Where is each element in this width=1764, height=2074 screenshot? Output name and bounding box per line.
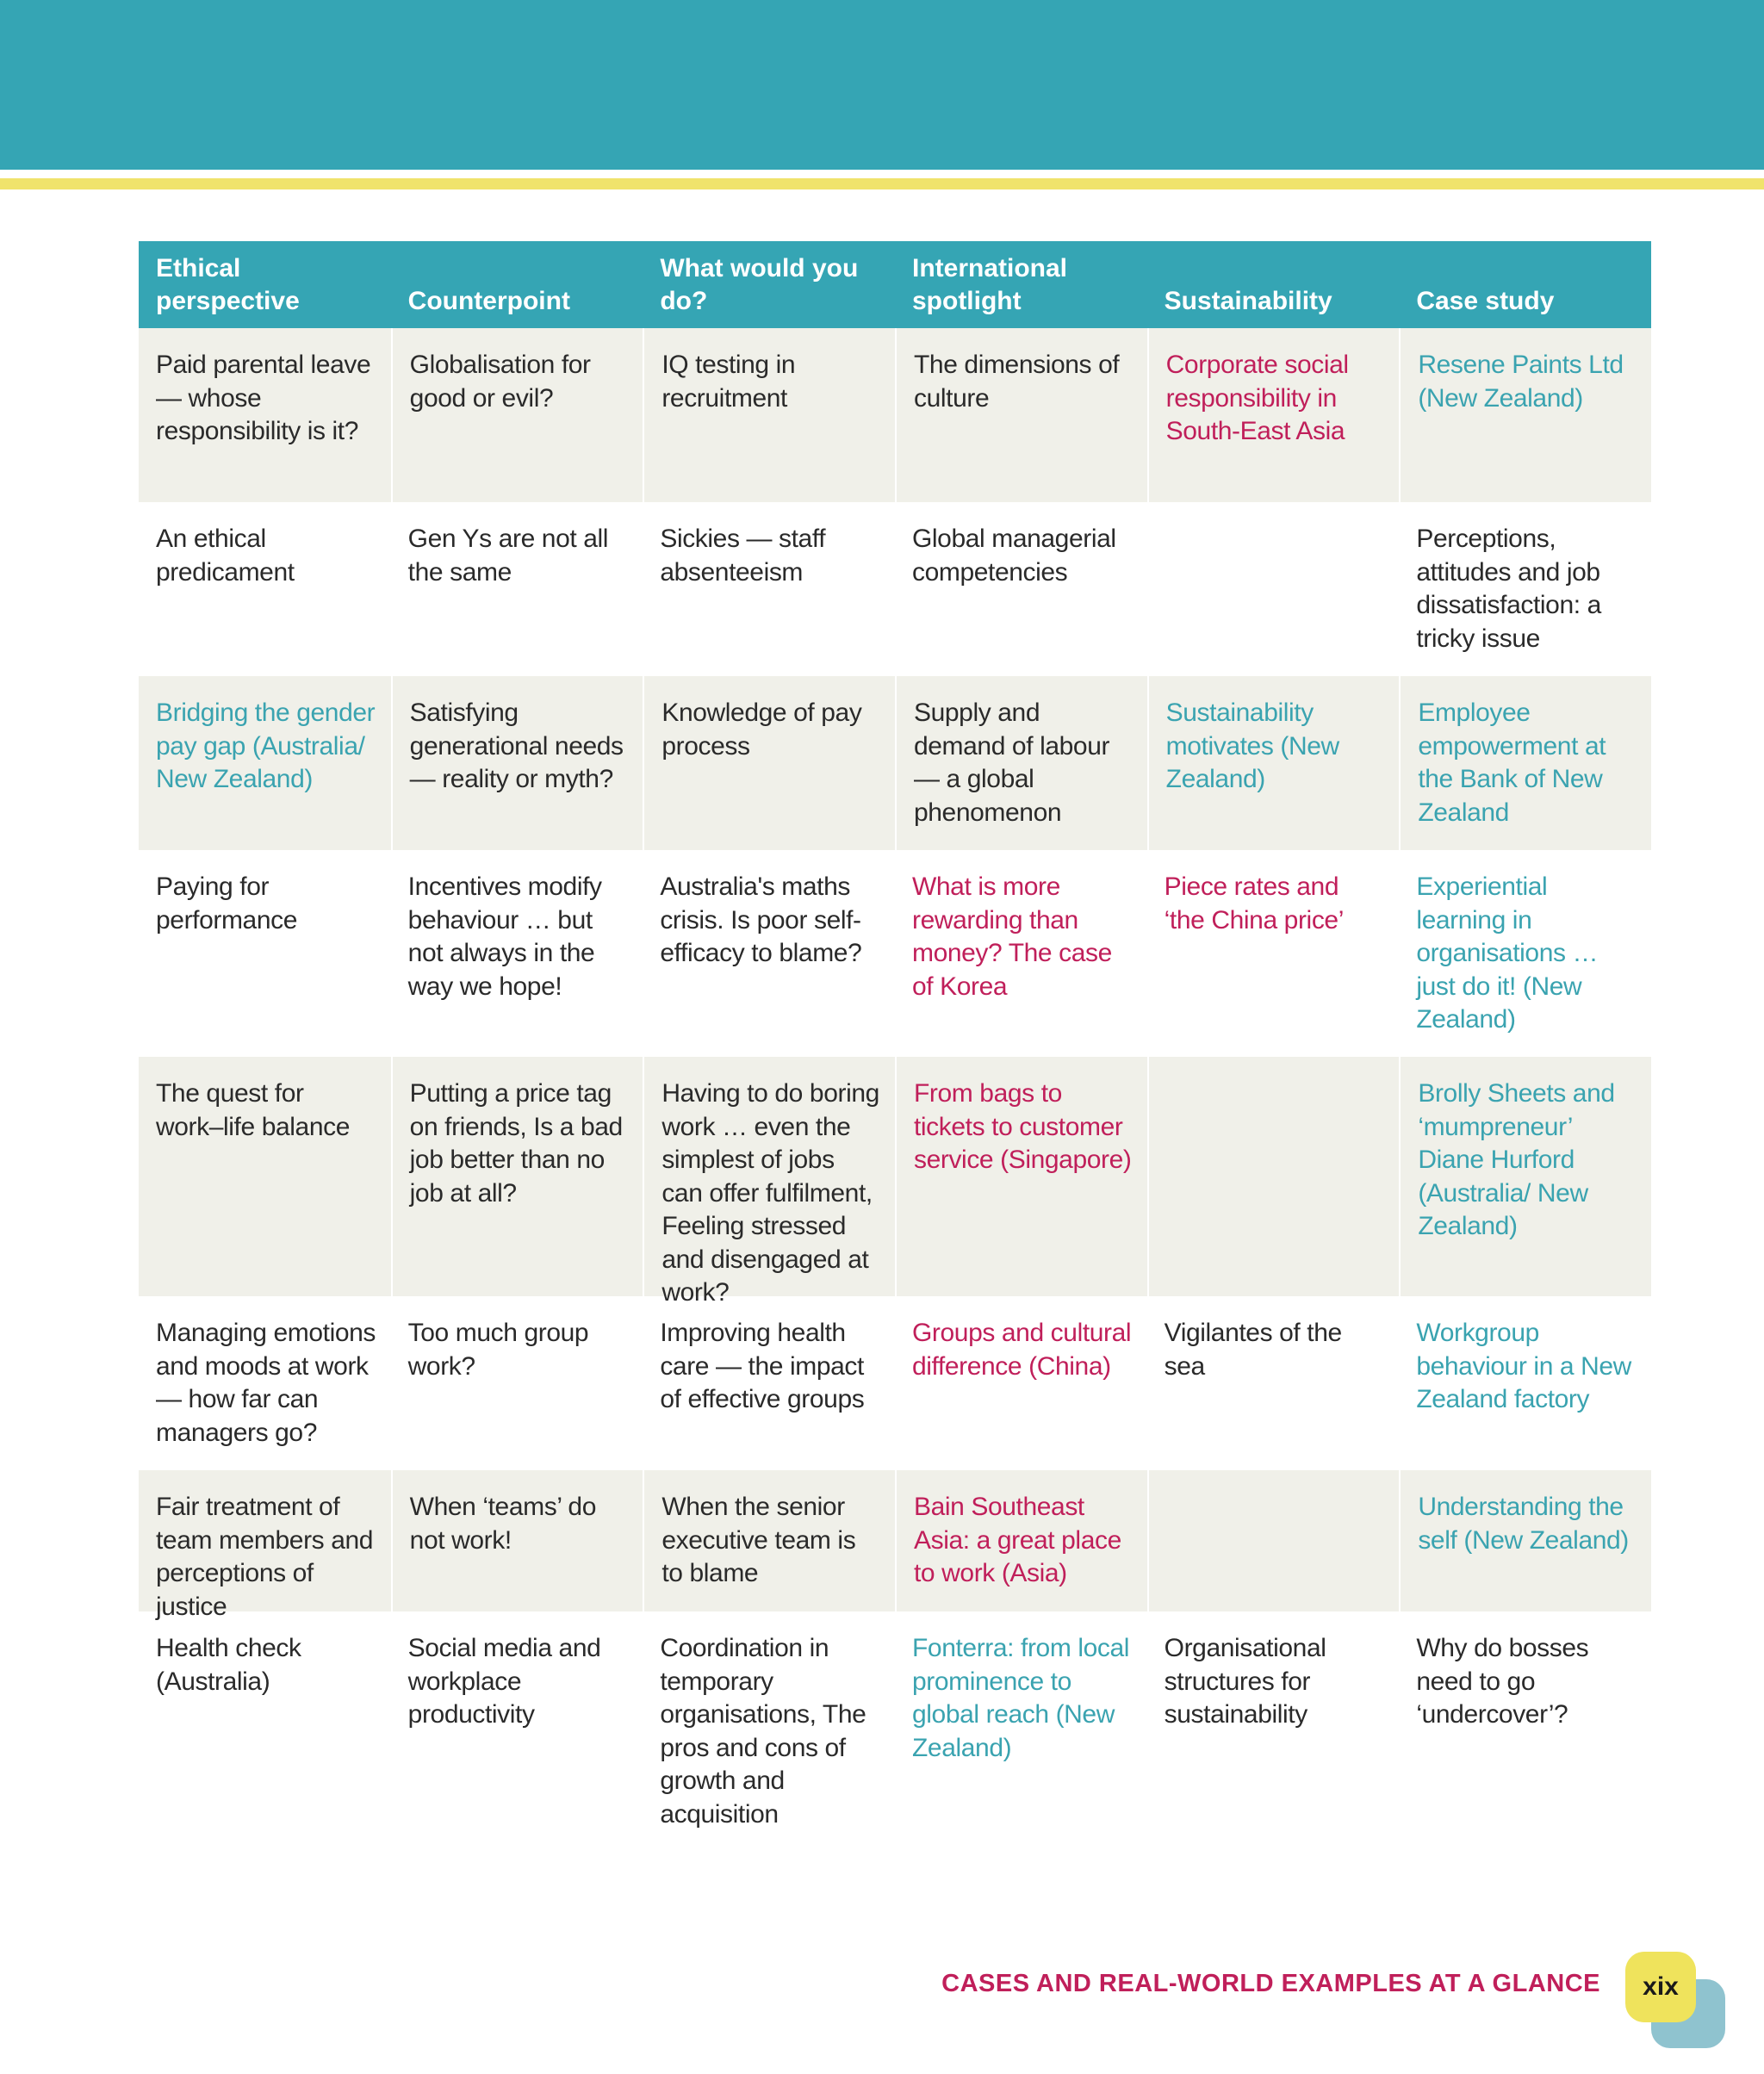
- table-cell: Knowledge of pay process: [643, 676, 895, 850]
- table-cell: Vigilantes of the sea: [1164, 1319, 1342, 1381]
- table-cell: Sickies — staff absenteeism: [660, 525, 826, 587]
- table-cell: Groups and cultural difference (China): [911, 1319, 1132, 1381]
- table-cell: Australia's maths crisis. Is poor self-efficacy to blame?: [660, 872, 862, 967]
- table-cell: Workgroup behaviour in a New Zealand factory: [1416, 1319, 1631, 1413]
- table-cell: Perceptions, attitudes and job dissatisfaction: a tricky issue: [1416, 525, 1601, 653]
- table-cell: Paying for performance: [156, 872, 298, 935]
- table-cell: Understanding the self (New Zealand): [1399, 1470, 1651, 1611]
- table-cell: Employee empowerment at the Bank of New Zealand: [1399, 676, 1651, 850]
- table-cell: [1147, 502, 1400, 676]
- table-cell: IQ testing in recruitment: [643, 328, 895, 502]
- table-cell: Improving health care — the impact of effective groups: [660, 1319, 865, 1413]
- table-cell: Putting a price tag on friends, Is a bad job better than no job at all?: [391, 1057, 643, 1296]
- table-cell: Bain Southeast Asia: a great place to work (Asia): [895, 1470, 1147, 1611]
- column-header-ethical-perspective: Ethical perspective: [139, 241, 391, 328]
- cases-table: [139, 241, 1651, 1839]
- table-cell: Brolly Sheets and ‘mumpreneur’ Diane Hurford (Australia/ New Zealand): [1399, 1057, 1651, 1296]
- column-header-what-would-you-do: What would you do?: [643, 241, 895, 328]
- table-cell: Coordination in temporary organisations, The pros and cons of growth and acquisition: [660, 1634, 866, 1829]
- table-cell: The quest for work–life balance: [139, 1057, 391, 1296]
- column-header-international-spotlight: International spotlight: [895, 241, 1147, 328]
- table-cell: Globalisation for good or evil?: [391, 328, 643, 502]
- table-cell: Piece rates and ‘the China price’: [1164, 872, 1344, 935]
- table-cell: When ‘teams’ do not work!: [391, 1470, 643, 1611]
- table-cell: Satisfying generational needs — reality or myth?: [391, 676, 643, 850]
- column-header-counterpoint: Counterpoint: [391, 241, 643, 328]
- header-band: [0, 0, 1764, 170]
- table-cell: [1147, 1470, 1400, 1611]
- table-cell: An ethical predicament: [156, 525, 295, 587]
- table-cell: Resene Paints Ltd (New Zealand): [1399, 328, 1651, 502]
- table-cell: Fair treatment of team members and perceptions of justice: [139, 1470, 391, 1611]
- column-header-case-study: Case study: [1399, 241, 1651, 328]
- table-cell: Experiential learning in organisations … just do it! (New Zealand): [1416, 872, 1599, 1034]
- table-cell: Social media and workplace productivity: [407, 1634, 601, 1729]
- table-cell: Fonterra: from local prominence to global reach (New Zealand): [911, 1634, 1130, 1762]
- table-cell: When the senior executive team is to blame: [643, 1470, 895, 1611]
- footer-section-title: CASES AND REAL-WORLD EXAMPLES AT A GLANCE: [941, 1970, 1600, 1997]
- table-cell: Too much group work?: [407, 1319, 589, 1381]
- table-cell: [1147, 1057, 1400, 1296]
- page-number: xix: [1625, 1952, 1696, 2022]
- table-cell: What is more rewarding than money? The case of Korea: [911, 872, 1112, 1001]
- table-cell: Paid parental leave — whose responsibility is it?: [139, 328, 391, 502]
- table-cell: Organisational structures for sustainability: [1164, 1634, 1326, 1729]
- column-header-sustainability: Sustainability: [1147, 241, 1400, 328]
- table-cell: Corporate social responsibility in South-East Asia: [1147, 328, 1400, 502]
- table-cell: Health check (Australia): [156, 1634, 301, 1696]
- table-cell: Bridging the gender pay gap (Australia/ New Zealand): [139, 676, 391, 850]
- table-cell: Why do bosses need to go ‘undercover’?: [1416, 1634, 1589, 1729]
- table-cell: Supply and demand of labour — a global phenomenon: [895, 676, 1147, 850]
- table-cell: The dimensions of culture: [895, 328, 1147, 502]
- table-cell: From bags to tickets to customer service (Singapore): [895, 1057, 1147, 1296]
- table-cell: Gen Ys are not all the same: [407, 525, 609, 587]
- table-cell: Having to do boring work … even the simplest of jobs can offer fulfilment, Feeling stressed and disengaged at work?: [643, 1057, 895, 1296]
- table-cell: Sustainability motivates (New Zealand): [1147, 676, 1400, 850]
- header-gap: [0, 170, 1764, 178]
- table-cell: Managing emotions and moods at work — how far can managers go?: [156, 1319, 376, 1447]
- table-cell: Global managerial competencies: [911, 525, 1116, 587]
- table-cell: Incentives modify behaviour … but not always in the way we hope!: [407, 872, 602, 1001]
- header-stripe: [0, 178, 1764, 189]
